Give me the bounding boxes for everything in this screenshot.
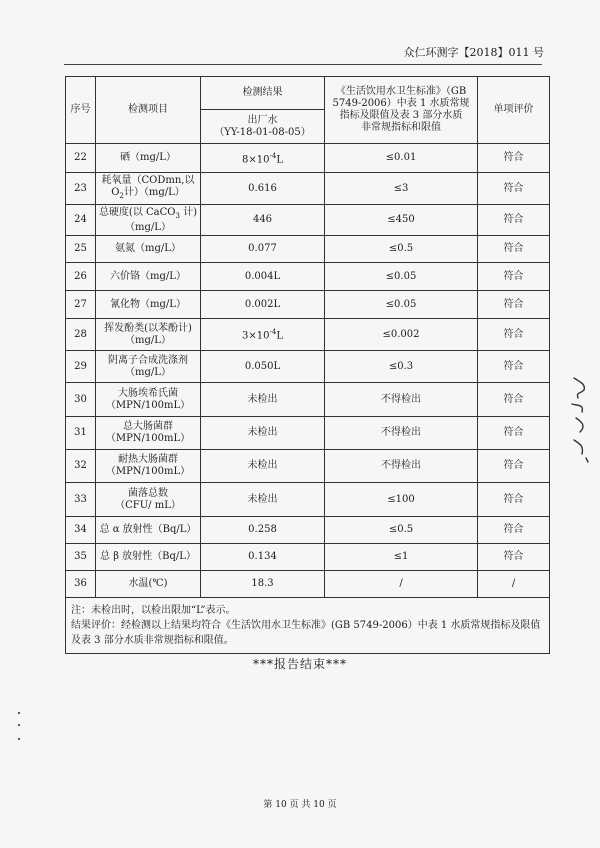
row-result: 0.616 <box>201 173 325 205</box>
row-item: 氨氮（mg/L） <box>96 236 201 263</box>
row-result: 0.050L <box>201 351 325 383</box>
row-eval: 符合 <box>478 173 550 205</box>
row-no: 36 <box>66 571 96 598</box>
row-limit: ≤3 <box>325 173 478 205</box>
row-no: 25 <box>66 236 96 263</box>
row-eval: 符合 <box>478 144 550 173</box>
row-item: 阴离子合成洗涤剂 （mg/L） <box>96 351 201 383</box>
row-item: 挥发酚类(以苯酚计) （mg/L） <box>96 319 201 351</box>
row-limit: ≤0.5 <box>325 517 478 544</box>
row-item: 耐热大肠菌群 （MPN/100mL） <box>96 450 201 483</box>
note-text: 注：未检出时，以检出限加“L”表示。 <box>71 605 236 616</box>
table-row <box>66 483 550 517</box>
row-eval: 符合 <box>478 351 550 383</box>
sample-name: 出厂水 <box>247 114 278 126</box>
row-result: 0.077 <box>201 236 325 263</box>
table-row <box>66 351 550 383</box>
row-limit: ≤450 <box>325 205 478 236</box>
table-row <box>66 450 550 483</box>
row-eval: 符合 <box>478 544 550 571</box>
scan-speck <box>18 712 20 714</box>
row-no: 31 <box>66 417 96 450</box>
row-no: 29 <box>66 351 96 383</box>
row-result: 未检出 <box>201 483 325 517</box>
row-no: 33 <box>66 483 96 517</box>
row-no: 26 <box>66 263 96 291</box>
table-row <box>66 383 550 417</box>
row-result: 0.134 <box>201 544 325 571</box>
row-eval: 符合 <box>478 517 550 544</box>
row-eval: 符合 <box>478 417 550 450</box>
row-no: 24 <box>66 205 96 236</box>
row-no: 34 <box>66 517 96 544</box>
row-item: 总 α 放射性（Bq/L） <box>96 517 201 544</box>
row-item: 硒（mg/L） <box>96 144 201 173</box>
row-limit: ≤0.01 <box>325 144 478 173</box>
row-limit: / <box>325 571 478 598</box>
row-limit: ≤100 <box>325 483 478 517</box>
row-item: 大肠埃希氏菌 （MPN/100mL） <box>96 383 201 417</box>
row-eval: 符合 <box>478 236 550 263</box>
row-no: 28 <box>66 319 96 351</box>
row-result: 0.258 <box>201 517 325 544</box>
header-result-group: 检测结果 <box>201 77 325 110</box>
row-limit: 不得检出 <box>325 417 478 450</box>
row-result: 0.004L <box>201 263 325 291</box>
row-item: 总大肠菌群 （MPN/100mL） <box>96 417 201 450</box>
table-row <box>66 319 550 351</box>
scan-speck <box>18 724 20 726</box>
row-limit: ≤0.5 <box>325 236 478 263</box>
row-item: 耗氧量（CODmn,以 $O_2$计）（mg/L） <box>96 173 201 205</box>
table-row <box>66 417 550 450</box>
row-limit: ≤0.3 <box>325 351 478 383</box>
row-limit: ≤0.05 <box>325 291 478 319</box>
header-item: 检测项目 <box>96 77 201 144</box>
notes-row <box>66 598 550 654</box>
row-limit: 不得检出 <box>325 450 478 483</box>
row-item: 六价铬（mg/L） <box>96 263 201 291</box>
conclusion-line-2: 及表 3 部分水质非常规指标和限值。 <box>71 635 234 646</box>
row-result: 0.002L <box>201 291 325 319</box>
conclusion-line-1: 结果评价：经检测以上结果均符合《生活饮用水卫生标准》(GB 5749-2006）中表 1 水质常规指标及限值 <box>71 620 541 631</box>
table-row <box>66 263 550 291</box>
row-item: 总 β 放射性（Bq/L） <box>96 544 201 571</box>
row-item: 菌落总数 （CFU/ mL） <box>96 483 201 517</box>
header-sample <box>201 110 325 144</box>
row-eval: / <box>478 571 550 598</box>
table-row <box>66 517 550 544</box>
scan-speck <box>18 738 20 740</box>
notes-cell <box>66 598 550 654</box>
row-item: 氰化物（mg/L） <box>96 291 201 319</box>
table-row <box>66 291 550 319</box>
row-limit: ≤1 <box>325 544 478 571</box>
row-no: 32 <box>66 450 96 483</box>
row-no: 30 <box>66 383 96 417</box>
row-no: 23 <box>66 173 96 205</box>
row-result: 未检出 <box>201 417 325 450</box>
row-limit: 不得检出 <box>325 383 478 417</box>
row-result: 未检出 <box>201 383 325 417</box>
table-row <box>66 173 550 205</box>
row-eval: 符合 <box>478 263 550 291</box>
row-limit: ≤0.05 <box>325 263 478 291</box>
row-result: 18.3 <box>201 571 325 598</box>
table-row <box>66 144 550 173</box>
row-eval: 符合 <box>478 383 550 417</box>
row-result: $8\times 10^{-4}L$ <box>201 144 325 173</box>
table-row <box>66 205 550 236</box>
sample-id: （YY-18-01-08-05） <box>214 126 311 138</box>
row-item: 水温(℃) <box>96 571 201 598</box>
row-no: 27 <box>66 291 96 319</box>
row-eval: 符合 <box>478 291 550 319</box>
results-table <box>65 76 550 654</box>
header-evaluation: 单项评价 <box>478 77 550 144</box>
row-eval: 符合 <box>478 319 550 351</box>
row-result: 446 <box>201 205 325 236</box>
page-number-footer: 第 10 页 共 10 页 <box>263 800 337 810</box>
table-row <box>66 236 550 263</box>
row-eval: 符合 <box>478 205 550 236</box>
header-rule <box>64 64 542 65</box>
header-standard <box>325 77 478 144</box>
standard-line-2: 5749-2006）中表 1 水质常规 <box>332 98 470 109</box>
standard-line-4: 非常规指标和限值 <box>361 122 441 133</box>
standard-line-3: 指标及限值及表 3 部分水质 <box>339 110 463 121</box>
row-eval: 符合 <box>478 483 550 517</box>
report-number: 众仁环测字【2018】011 号 <box>403 46 544 59</box>
row-eval: 符合 <box>478 450 550 483</box>
row-limit: ≤0.002 <box>325 319 478 351</box>
header-seq: 序号 <box>66 77 96 144</box>
standard-line-1: 《生活饮用水卫生标准》（GB <box>335 86 467 97</box>
row-item: 总硬度(以 CaCO$_3$ 计) （mg/L） <box>96 205 201 236</box>
table-row <box>66 571 550 598</box>
row-result: $3\times 10^{-4}L$ <box>201 319 325 351</box>
report-end-marker: ***报告结束*** <box>252 657 347 671</box>
row-no: 22 <box>66 144 96 173</box>
table-row <box>66 544 550 571</box>
row-result: 未检出 <box>201 450 325 483</box>
row-no: 35 <box>66 544 96 571</box>
handwritten-mark <box>566 374 596 464</box>
